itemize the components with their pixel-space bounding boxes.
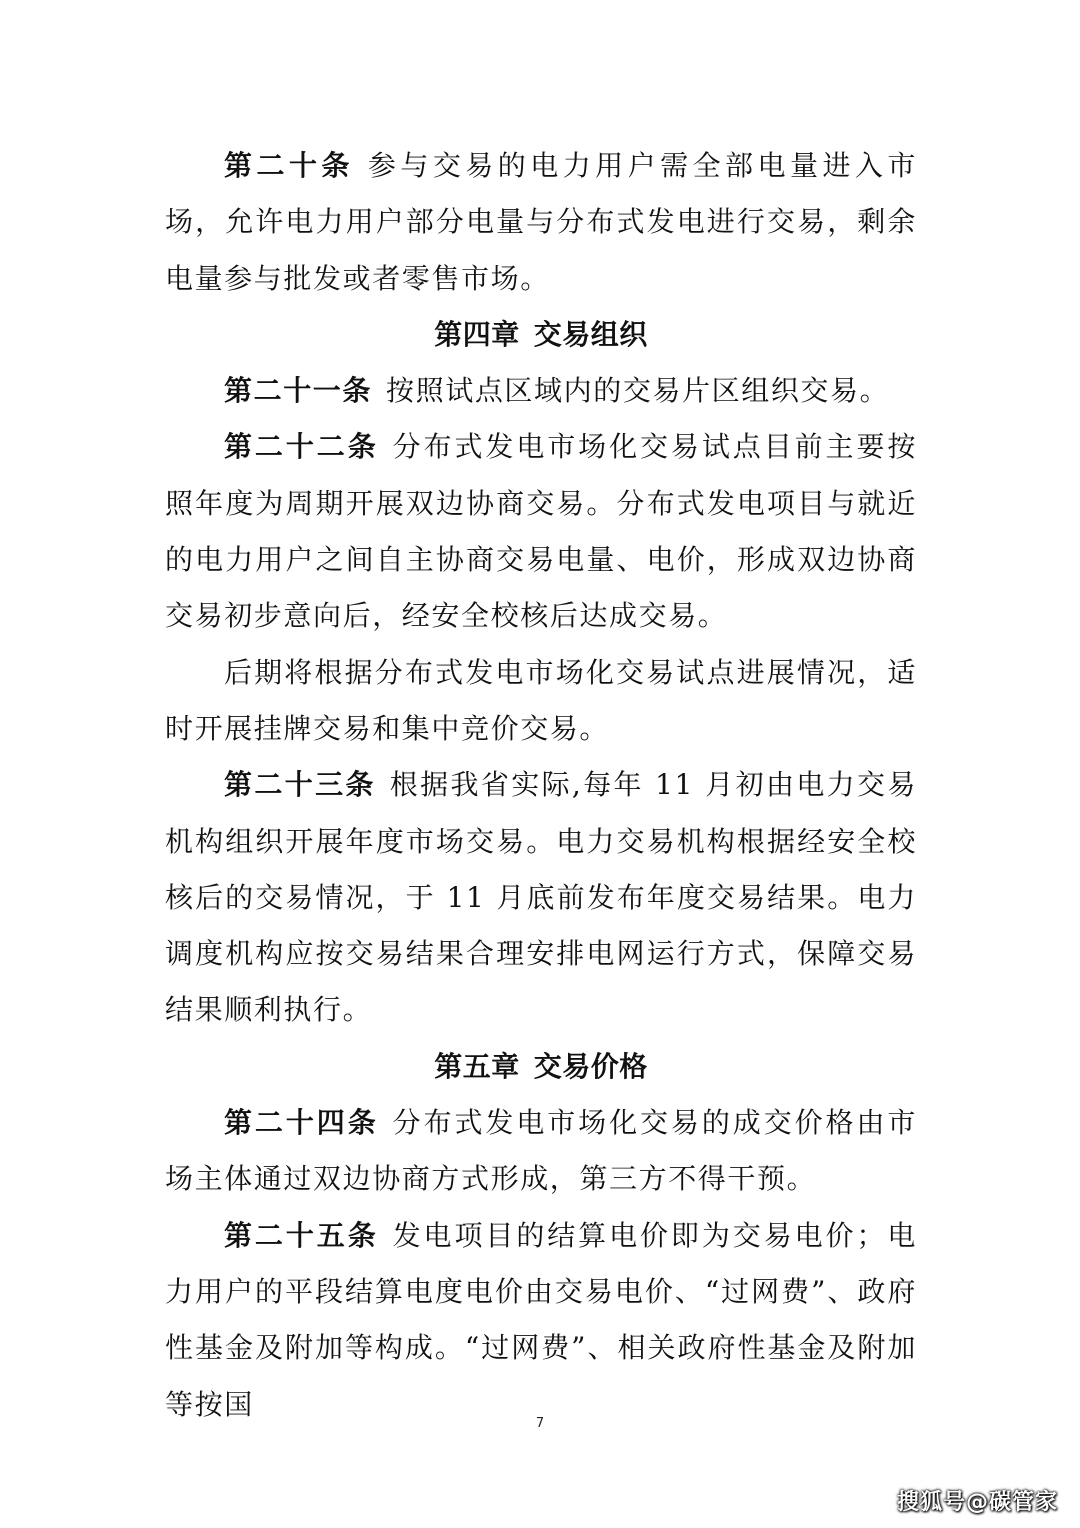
article-25: [165, 1208, 917, 1433]
article-label: 第二十条: [224, 149, 354, 182]
paragraph-text: 后期将根据分布式发电市场化交易试点进展情况，适时开展挂牌交易和集中竞价交易。: [165, 655, 917, 745]
chapter-4-heading: [165, 307, 917, 363]
page-number: 7: [535, 1416, 545, 1431]
chapter-5-heading: [165, 1039, 917, 1095]
article-22: [165, 419, 917, 644]
article-23: [165, 757, 917, 1038]
article-label: 第二十二条: [224, 430, 379, 464]
article-24: [165, 1095, 917, 1208]
chapter-title: 交易组织: [533, 317, 648, 351]
paragraph-plain: [165, 645, 917, 758]
source-watermark: 搜狐号@碳管家: [896, 1490, 1058, 1515]
article-text: 按照试点区域内的交易片区组织交易。: [386, 374, 890, 408]
article-label: 第二十一条: [224, 374, 373, 408]
document-body: [165, 138, 917, 1433]
article-text: 分布式发电市场化交易试点目前主要按照年度为周期开展双边协商交易。分布式发电项目与就近的电力用户之间自主协商交易电量、电价，形成双边协商交易初步意向后，经安全校核后达成交易。: [165, 430, 917, 633]
chapter-title: 交易价格: [533, 1049, 648, 1083]
article-text: 分布式发电市场化交易的成交价格由市场主体通过双边协商方式形成，第三方不得干预。: [165, 1106, 917, 1196]
article-20: [165, 138, 917, 307]
article-label: 第二十三条: [224, 768, 376, 802]
article-text: 根据我省实际,每年 11 月初由电力交易机构组织开展年度市场交易。电力交易机构根据经安全校核后的交易情况，于 11 月底前发布年度交易结果。电力调度机构应按交易结果合理安排电网运行方式，保障交易结果顺利执行。: [165, 768, 917, 1027]
article-text: 参与交易的电力用户需全部电量进入市场，允许电力用户部分电量与分布式发电进行交易，剩余电量参与批发或者零售市场。: [165, 149, 918, 295]
article-21: [165, 363, 917, 419]
article-text: 发电项目的结算电价即为交易电价；电力用户的平段结算电度电价由交易电价、“过网费”、政府性基金及附加等构成。“过网费”、相关政府性基金及附加等按国: [165, 1218, 917, 1421]
article-label: 第二十四条: [224, 1106, 379, 1140]
chapter-label: 第四章: [434, 317, 520, 351]
chapter-label: 第五章: [434, 1049, 520, 1083]
article-label: 第二十五条: [224, 1218, 379, 1252]
